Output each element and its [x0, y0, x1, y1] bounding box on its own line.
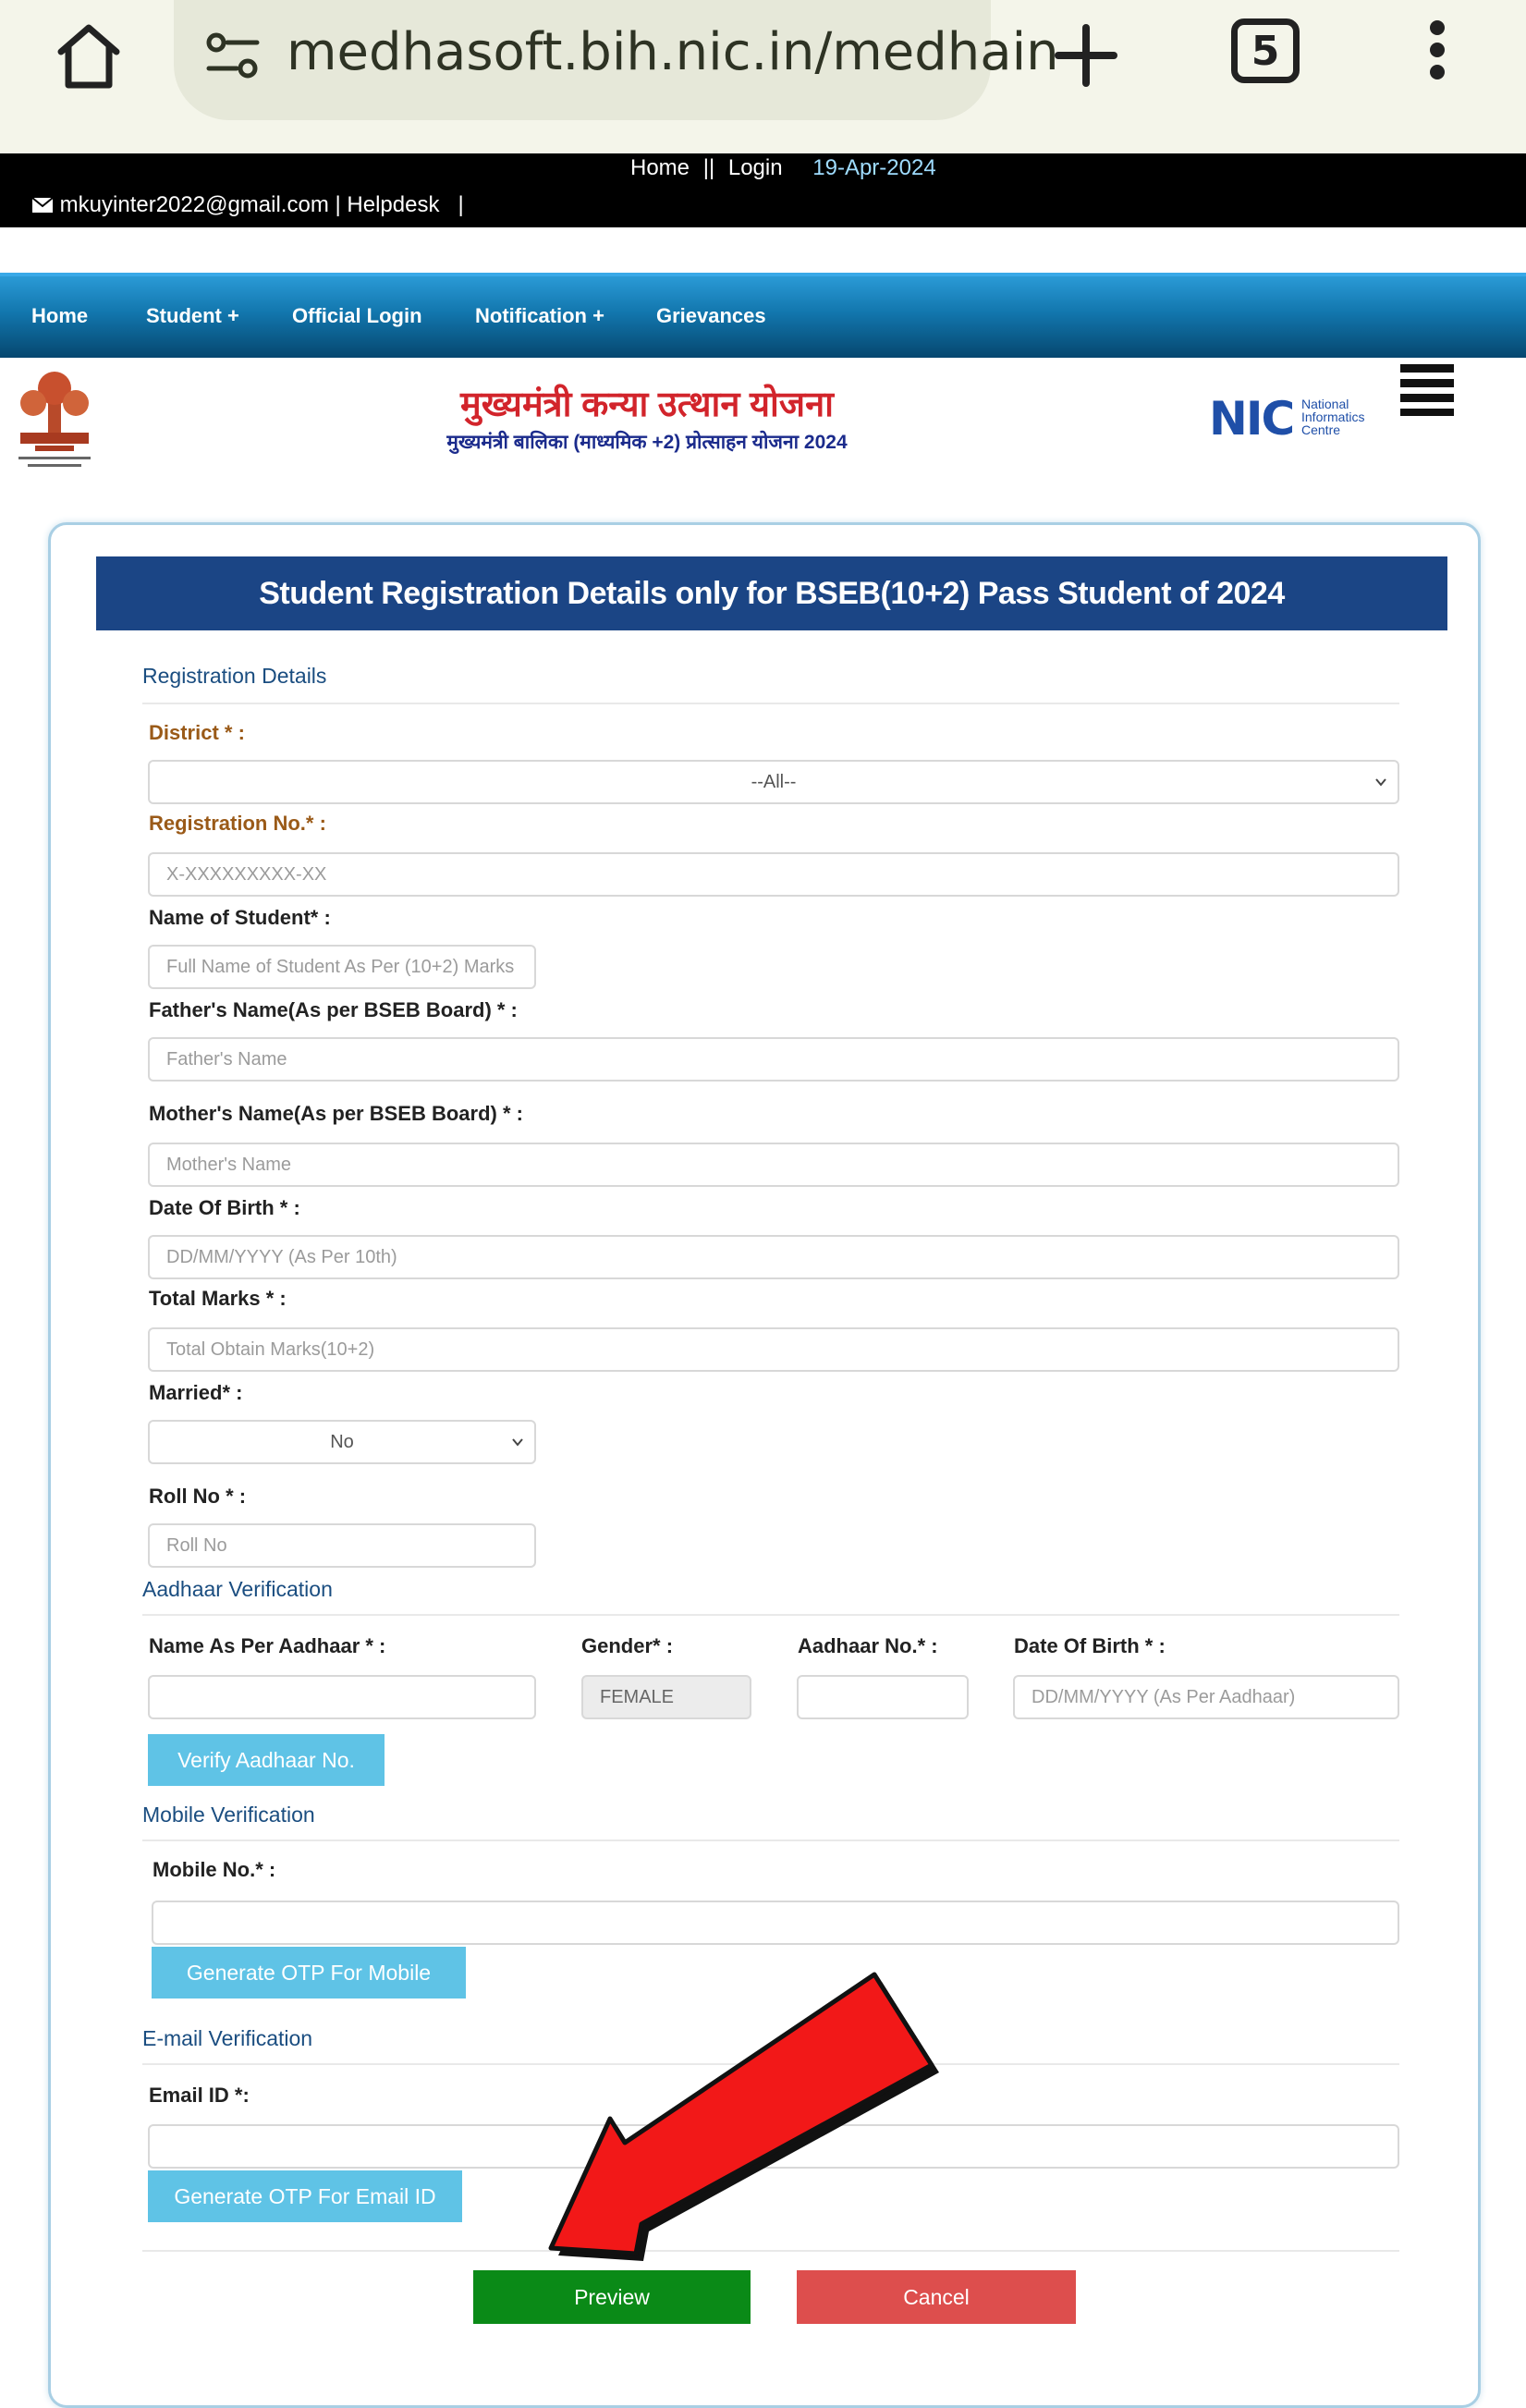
nav-student[interactable]: Student + — [146, 304, 239, 327]
section-divider — [142, 1840, 1399, 1841]
contact-email-link[interactable]: mkuyinter2022@gmail.com — [59, 192, 329, 217]
married-select[interactable] — [148, 1420, 536, 1464]
dob-label: Date Of Birth * : — [149, 1196, 300, 1219]
bihar-emblem-logo — [13, 368, 96, 479]
section-mobile-verification: Mobile Verification — [142, 1803, 315, 1827]
nic-sub-1: National — [1301, 397, 1349, 411]
red-arrow-annotation — [545, 1969, 952, 2265]
chevron-down-icon — [1373, 775, 1388, 789]
nav-official-login[interactable]: Official Login — [292, 304, 422, 327]
generate-otp-mobile-button[interactable]: Generate OTP For Mobile — [152, 1947, 466, 1999]
gender-input — [581, 1675, 751, 1719]
hamburger-menu-icon[interactable] — [1400, 362, 1454, 416]
scheme-title: मुख्यमंत्री कन्या उत्थान योजना — [459, 385, 835, 424]
nic-sub-2: Informatics — [1301, 409, 1365, 424]
gender-value: FEMALE — [600, 1686, 675, 1707]
district-selected-value: --All-- — [751, 771, 797, 792]
gender-label: Gender* : — [581, 1634, 674, 1657]
aadhaar-name-label: Name As Per Aadhaar * : — [149, 1634, 386, 1657]
married-selected-value: No — [330, 1431, 354, 1452]
nic-logo — [1209, 392, 1386, 446]
preview-button[interactable]: Preview — [473, 2270, 751, 2324]
mother-name-placeholder: Mother's Name — [166, 1154, 291, 1175]
more-vert-icon[interactable] — [1414, 13, 1460, 96]
student-name-placeholder: Full Name of Student As Per (10+2) Marks — [166, 956, 515, 977]
section-registration-details: Registration Details — [142, 664, 327, 688]
aadhaar-no-label: Aadhaar No.* : — [798, 1634, 938, 1657]
mother-name-input[interactable] — [148, 1143, 1399, 1187]
aadhaar-dob-placeholder: DD/MM/YYYY (As Per Aadhaar) — [1032, 1686, 1296, 1707]
tab-switcher-button[interactable]: 5 — [1231, 18, 1300, 83]
student-name-input[interactable] — [148, 945, 536, 989]
url-text[interactable]: medhasoft.bih.nic.in/medhain — [287, 22, 1059, 82]
district-select[interactable] — [148, 760, 1399, 804]
top-date: 19-Apr-2024 — [812, 155, 936, 180]
section-aadhaar-verification: Aadhaar Verification — [142, 1577, 333, 1601]
section-divider — [142, 703, 1399, 704]
nav-home[interactable]: Home — [31, 304, 89, 327]
generate-otp-email-button[interactable]: Generate OTP For Email ID — [148, 2170, 462, 2222]
form-banner: Student Registration Details only for BSEB(10+2) Pass Student of 2024 — [96, 556, 1447, 630]
top-login-link[interactable]: Login — [727, 155, 783, 180]
married-label: Married* : — [149, 1381, 243, 1404]
cancel-button[interactable]: Cancel — [797, 2270, 1076, 2324]
registration-no-placeholder: X-XXXXXXXXX-XX — [166, 863, 327, 885]
mobile-no-input[interactable] — [152, 1901, 1399, 1945]
father-name-placeholder: Father's Name — [166, 1048, 287, 1070]
browser-toolbar — [0, 0, 1526, 153]
mobile-no-label: Mobile No.* : — [153, 1858, 276, 1881]
student-name-label: Name of Student* : — [149, 906, 331, 929]
dob-input[interactable] — [148, 1235, 1399, 1279]
district-label: District * : — [149, 721, 245, 744]
aadhaar-no-input[interactable] — [797, 1675, 969, 1719]
top-separator: || — [702, 155, 715, 180]
email-id-label: Email ID *: — [149, 2084, 250, 2107]
new-tab-icon[interactable] — [1044, 13, 1128, 96]
address-bar[interactable] — [174, 0, 1059, 120]
mail-icon — [31, 194, 54, 211]
section-divider — [142, 1614, 1399, 1616]
main-nav — [0, 273, 1526, 358]
verify-aadhaar-button[interactable]: Verify Aadhaar No. — [148, 1734, 385, 1786]
aadhaar-name-input[interactable] — [148, 1675, 536, 1719]
nav-grievances[interactable]: Grievances — [656, 304, 766, 327]
registration-no-label: Registration No.* : — [149, 812, 326, 835]
chevron-down-icon — [510, 1435, 525, 1449]
helpdesk-link[interactable]: | Helpdesk | — [335, 192, 464, 217]
aadhaar-dob-label: Date Of Birth * : — [1014, 1634, 1166, 1657]
father-name-label: Father's Name(As per BSEB Board) * : — [149, 998, 518, 1021]
top-info-bar — [0, 153, 1526, 227]
roll-no-input[interactable] — [148, 1523, 536, 1568]
aadhaar-dob-input[interactable] — [1013, 1675, 1399, 1719]
nic-sub-3: Centre — [1301, 422, 1341, 437]
mother-name-label: Mother's Name(As per BSEB Board) * : — [149, 1102, 523, 1125]
father-name-input[interactable] — [148, 1037, 1399, 1082]
total-marks-label: Total Marks * : — [149, 1287, 287, 1310]
top-home-link[interactable]: Home — [630, 155, 690, 180]
site-info-icon[interactable] — [203, 28, 262, 87]
section-email-verification: E-mail Verification — [142, 2026, 313, 2050]
nic-logo-text: NIC — [1209, 392, 1294, 446]
total-marks-placeholder: Total Obtain Marks(10+2) — [166, 1338, 375, 1360]
dob-placeholder: DD/MM/YYYY (As Per 10th) — [166, 1246, 397, 1267]
home-icon[interactable] — [44, 11, 133, 100]
nav-notification[interactable]: Notification + — [475, 304, 604, 327]
registration-no-input[interactable] — [148, 852, 1399, 897]
roll-no-label: Roll No * : — [149, 1485, 247, 1508]
total-marks-input[interactable] — [148, 1327, 1399, 1372]
scheme-subtitle: मुख्यमंत्री बालिका (माध्यमिक +2) प्रोत्साहन योजना 2024 — [446, 432, 848, 453]
roll-no-placeholder: Roll No — [166, 1534, 227, 1556]
